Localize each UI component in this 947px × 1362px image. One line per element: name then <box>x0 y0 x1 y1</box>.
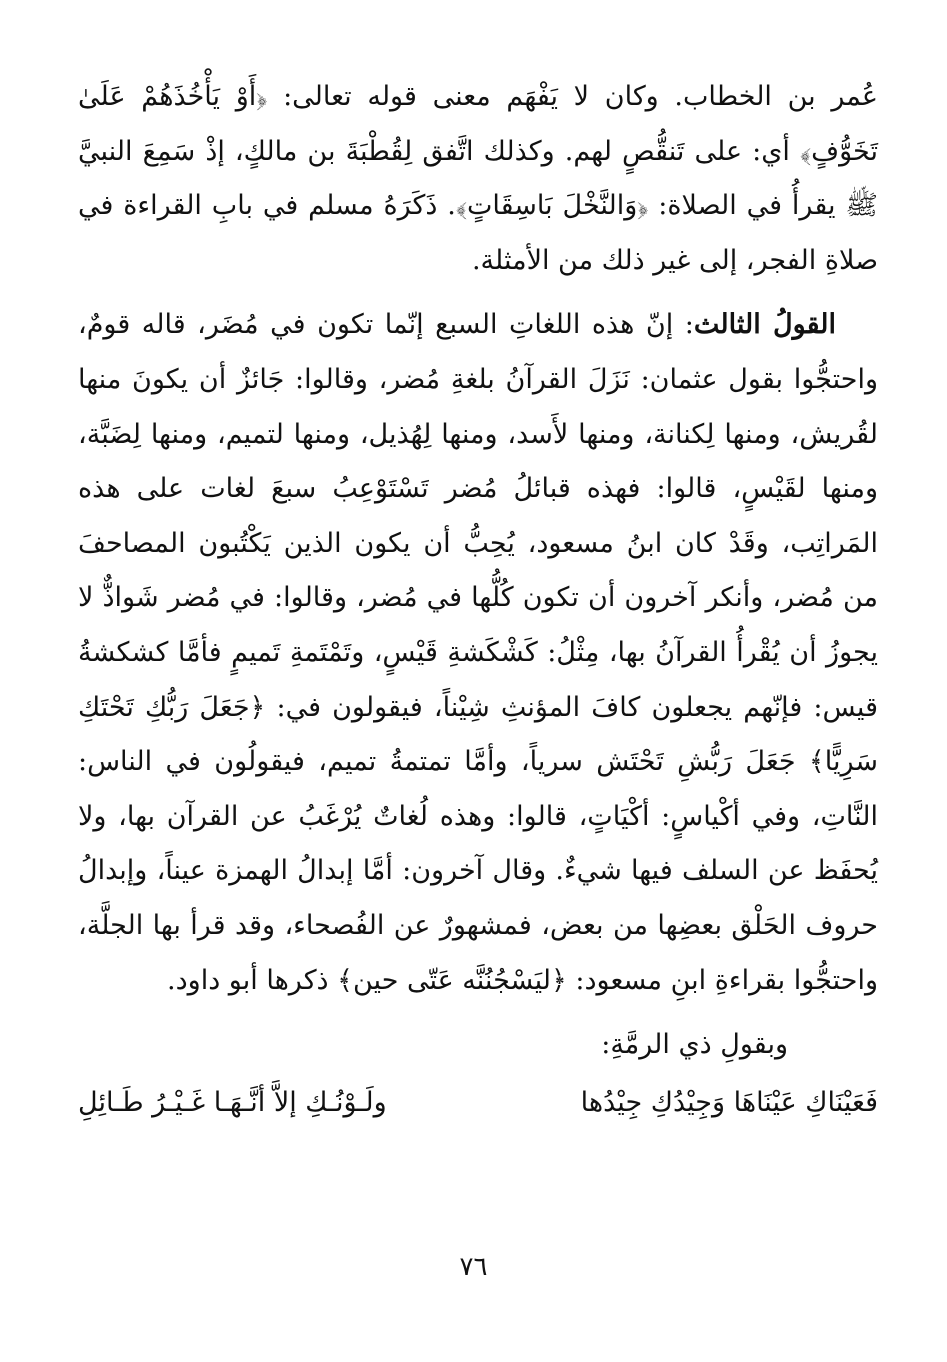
verse-intro: وبقولِ ذي الرمَّةِ: <box>601 1029 788 1061</box>
verse-hemistich-first: فَعَيْنَاكِ عَيْنَاهَا وَجِيْدُكِ جِيْدُها <box>580 1087 878 1119</box>
paragraph-1 <box>78 70 878 288</box>
page-number: ٧٦ <box>459 1252 488 1282</box>
verse-hemistich-second: ولَـوْنُـكِ إلاَّ أنَّـهَـا غَـيْـرُ طَـائِلِ <box>78 1087 387 1119</box>
paragraph-2 <box>78 298 878 1008</box>
paragraph-2-lead: القولُ الثالث <box>693 309 836 341</box>
paragraph-2-text: : إنّ هذه اللغاتِ السبع إنّما تكون في مُضَر، قاله قومٌ، واحتجُّوا بقول عثمان: نَزَلَ القرآنُ بلغةِ مُضر، وقالوا: جَائزٌ أن يكونَ منها لقُريش، ومنها لِكنانة، ومنها لأَسد، ومنها لِهُذيل، ومنها لتميم، ومنها لِضَبَّة، ومنها لقَيْسٍ، قالوا: فهذه قبائلُ مُضر تَسْتَوْعِبُ سبعَ لغات على هذه المَراتِب، وقَدْ كان ابنُ مسعود، يُحِبُّ أن يكون الذين يَكْتُبون المصاحفَ من مُضر، وأنكر آخرون أن تكون كُلُّها في مُضر، وقالوا: في مُضر شَواذٌّ لا يجوزُ أن يُقْرأُ القرآنُ بها، مِثْلُ: كَشْكَشةِ قَيْسٍ، وتَمْتَمةِ تَميمٍ فأمَّا كشكشةُ قيس: فإنّهم يجعلون كافَ المؤنثِ شِيْناً، فيقولون في: ﴿جَعَلَ رَبُّكِ تَحْتَكِ سَرِيًّا﴾ جَعَلَ رَبُّشِ تَحْتَش سرياً، وأمَّا تمتمةُ تميم، فيقولُون في الناس: النَّاتِ، وفي أكْياسٍ: أكْيَاتٍ، قالوا: وهذه لُغاتٌ يُرْغَبُ عن القرآن بها، ولا يُحفَظ عن السلف فيها شيءٌ. وقال آخرون: أمَّا إبدالُ الهمزة عيناً، وإبدالُ حروف الحَلْق بعضِها من بعض، فمشهورٌ عن الفُصحاء، وقد قرأ بها الجلَّة، واحتجُّوا بقراءةِ ابنِ مسعود: ﴿ليَسْجُنُنَّه عَتّى حين﴾ ذكرها أبو داود. <box>78 309 878 996</box>
page-body <box>78 70 878 1130</box>
paragraph-1-text: عُمر بن الخطاب. وكان لا يَفْهَم معنى قوله تعالى: ﴿أَوْ يَأْخُذَهُمْ عَلَىٰ تَخَوُّفٍ﴾ أي: على تَنقُّصٍ لهم. وكذلك اتَّفق لِقُطْبَةَ بن مالكٍ، إذْ سَمِعَ النبيَّ ﷺ يقرأُ في الصلاة: ﴿وَالنَّخْلَ بَاسِقَاتٍ﴾. ذَكَرَهُ مسلم في بابِ القراءة في صلاةِ الفجر، إلى غير ذلك من الأمثلة. <box>78 81 878 276</box>
poetry-verse <box>78 1076 878 1130</box>
